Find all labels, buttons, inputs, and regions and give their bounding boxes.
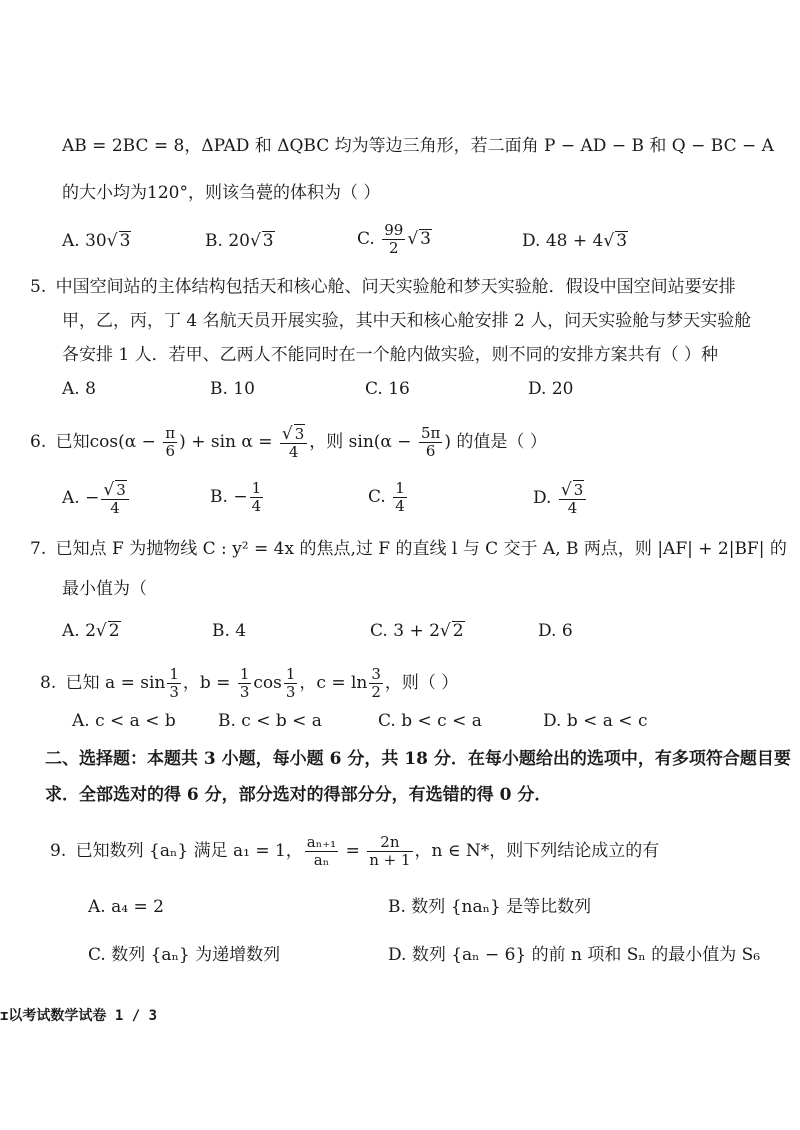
q5-line2	[62, 310, 751, 332]
question-number: 9.	[50, 841, 67, 861]
q7-option-b[interactable]: B. 4	[212, 621, 247, 641]
fraction: $\frac{\text{aₙ₊₁}}{\text{aₙ}}$	[306, 833, 337, 869]
fraction: $\frac{2n}{n + 1}$	[369, 833, 411, 869]
q5-option-b[interactable]: B. 10	[210, 379, 255, 399]
q9-stem: 9. 已知数列 {aₙ} 满足 a₁ = 1， $\frac{\text{aₙ₊₁}}{\text{aₙ}}$ = $\frac{2n}{n + 1}$ ，n ∈ N*，则下列结论成立的有	[50, 833, 660, 869]
q4-option-a[interactable]: A. 30√ 3	[62, 231, 131, 251]
fraction-root3-4: $\frac{√ 3}{4}$	[280, 424, 307, 461]
radicand: 3	[119, 231, 131, 251]
q9-option-d[interactable]: D. 数列 {aₙ − 6} 的前 n 项和 Sₙ 的最小值为 S₆	[388, 945, 761, 965]
q5-line2-text: 甲，乙，丙，丁 4 名航天员开展实验，其中天和核心舱安排 2 人，问天实验舱与梦天实验舱	[62, 311, 752, 331]
q7-option-c[interactable]: C. 3 + 2√ 2	[370, 621, 464, 641]
question-number: 7.	[30, 539, 47, 559]
question-number: 6.	[30, 432, 47, 452]
fraction: $\frac{1}{4}$	[395, 479, 405, 515]
q5-option-c[interactable]: C. 16	[365, 379, 410, 399]
q7-line2	[62, 578, 147, 600]
fraction: $\frac{1}{3}$	[285, 665, 296, 701]
option-label: D.	[522, 231, 541, 251]
q5-line1	[30, 276, 736, 298]
fraction: $\frac{√ 3}{4}$	[559, 480, 586, 517]
q9-option-c[interactable]: C. 数列 {aₙ} 为递增数列	[88, 945, 281, 965]
q4-line2	[62, 182, 380, 204]
option-label: B.	[205, 231, 223, 251]
q8-option-d[interactable]: D. b < a < c	[543, 711, 648, 731]
q4-line2-pre: 的大小均为	[62, 183, 147, 203]
q5-line1-text: 中国空间站的主体结构包括天和核心舱、问天实验舱和梦天实验舱．假设中国空间站要安排	[55, 277, 736, 297]
q9-option-a[interactable]: A. a₄ = 2	[88, 897, 164, 917]
q5-line3-text: 各安排 1 人．若甲、乙两人不能同时在一个舱内做实验，则不同的安排方案共有（ ）种	[62, 345, 719, 365]
section2-line1: 二、选择题：本题共 3 小题，每小题 6 分，共 18 分．在每小题给出的选项中，有多项符合题目要	[45, 749, 791, 769]
section2-line2: 求．全部选对的得 6 分，部分选对的得部分分，有选错的得 0 分．	[45, 785, 552, 805]
q4-line1-text: AB = 2BC = 8，ΔPAD 和 ΔQBC 均为等边三角形，若二面角 P − AD − B 和 Q − BC − A	[62, 136, 774, 156]
page-footer: ɪ以考试数学试卷 1 / 3	[0, 1008, 158, 1024]
q8-option-c[interactable]: C. b < c < a	[378, 711, 482, 731]
option-label: A.	[62, 231, 80, 251]
q7-option-a[interactable]: A. 2√ 2	[62, 621, 120, 641]
q6-option-a[interactable]: A. − $\frac{√ 3}{4}$	[62, 480, 131, 517]
q5-option-a[interactable]: A. 8	[62, 379, 96, 399]
q8-option-a[interactable]: A. c < a < b	[72, 711, 176, 731]
q4-option-b[interactable]: B. 20√ 3	[205, 231, 274, 251]
q5-option-d[interactable]: D. 20	[528, 379, 574, 399]
fraction: $\frac{1}{3}$	[239, 665, 250, 701]
fraction: $\frac{√ 3}{4}$	[101, 480, 128, 517]
fraction-pi-6: $\frac{\pi}{6}$	[165, 424, 176, 460]
q4-line1	[62, 135, 774, 157]
q7-option-d[interactable]: D. 6	[538, 621, 573, 641]
question-number: 8.	[40, 673, 57, 693]
q9-option-b[interactable]: B. 数列 {naₙ} 是等比数列	[388, 897, 592, 917]
q6-option-c[interactable]: C. $\frac{1}{4}$	[368, 479, 405, 515]
fraction: $\frac{1}{4}$	[251, 479, 262, 515]
option-coef: 20	[228, 231, 250, 251]
radicand: 3	[420, 229, 431, 249]
q6-option-b[interactable]: B. − $\frac{1}{4}$	[210, 479, 262, 515]
option-label: C.	[357, 229, 375, 249]
q4-option-d[interactable]: D. 48 + 4√ 3	[522, 231, 628, 251]
option-coef: 30	[85, 231, 107, 251]
q4-option-c[interactable]: C. $\frac{99}{2}$ √ 3	[357, 221, 431, 257]
fraction: $\frac{3}{2}$	[371, 665, 381, 701]
q8-option-b[interactable]: B. c < b < a	[218, 711, 322, 731]
radicand: 3	[262, 231, 274, 251]
option-expr: 48 + 4	[545, 231, 604, 251]
fraction: $\frac{99}{2}$	[384, 221, 404, 257]
radicand: 3	[616, 231, 628, 251]
q6-option-d[interactable]: D. $\frac{√ 3}{4}$	[533, 480, 588, 517]
q6-stem: 6. 已知cos(α − $\frac{\pi}{6}$ ) + sin α = $\frac{√ 3}{4}$ ，则 sin(α − $\frac{5\pi}{6}$ ) 的值是（ ）	[30, 424, 547, 461]
q4-line2-post: ，则该刍甍的体积为（ ）	[187, 183, 381, 203]
question-number: 5.	[30, 277, 47, 297]
q4-angle: 120°	[147, 183, 188, 203]
q7-line1-text: 已知点 F 为抛物线 C : y² = 4x 的焦点,过 F 的直线 l 与 C 交于 A, B 两点，则 |AF| + 2|BF| 的	[55, 539, 787, 559]
q7-line1	[30, 538, 787, 560]
q7-line2-text: 最小值为（	[62, 579, 147, 599]
fraction: $\frac{1}{3}$	[169, 665, 179, 701]
fraction-5pi-6: $\frac{5\pi}{6}$	[420, 424, 441, 460]
q8-stem: 8. 已知 a = sin $\frac{1}{3}$ ，b = $\frac{1}{3}$ cos $\frac{1}{3}$ ，c = ln $\frac{3}{2}$ ，则（ ）	[40, 665, 459, 701]
q5-line3	[62, 344, 718, 366]
